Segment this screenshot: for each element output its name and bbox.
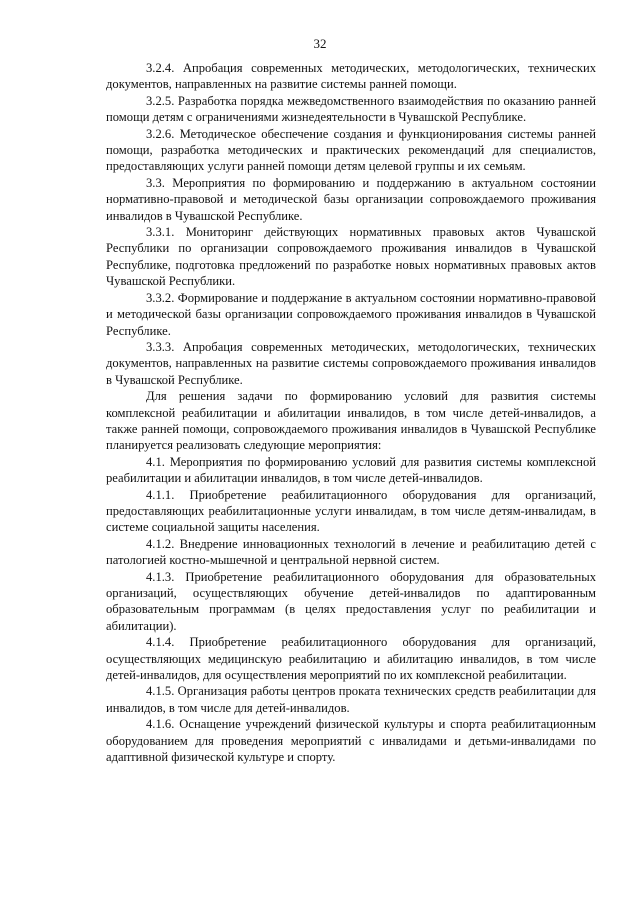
paragraph-4-1: 4.1. Мероприятия по формированию условий для развития системы комплексной реабилитации и абилитации инвалидов, в том числе детей-инвалидов. [106, 454, 596, 486]
paragraph-4-1-2: 4.1.2. Внедрение инновационных технологий в лечение и реабилитацию детей с патологией костно-мышечной и центральной нервной систем. [106, 536, 596, 568]
paragraph-3-3-2: 3.3.2. Формирование и поддержание в актуальном состоянии нормативно-правовой и методической базы организации сопровождаемого проживания инвалидов в Чувашской Республике. [106, 290, 596, 338]
document-body [106, 60, 596, 765]
paragraph-3-3-3: 3.3.3. Апробация современных методических, методологических, технических документов, направленных на развитие системы сопровождаемого проживания инвалидов в Чувашской Республике. [106, 339, 596, 387]
paragraph-3-2-4: 3.2.4. Апробация современных методических, методологических, технических документов, направленных на развитие системы ранней помощи. [106, 61, 596, 92]
paragraph-4-1-3: 4.1.3. Приобретение реабилитационного оборудования для образовательных организаций, осуществляющих обучение детей-инвалидов по адаптированным образовательным программам (в целях предоставления услуг по реабилитации и абилитации). [106, 569, 596, 633]
paragraph-3-3: 3.3. Мероприятия по формированию и поддержанию в актуальном состоянии нормативно-правовой и методической базы организации сопровождаемого проживания инвалидов в Чувашской Республике. [106, 175, 596, 223]
paragraph-4-1-4: 4.1.4. Приобретение реабилитационного оборудования для организаций, осуществляющих медицинскую реабилитацию и абилитацию инвалидов, в том числе детей-инвалидов, для осуществления мероприятий по их комплексной реабилитации. [106, 635, 596, 683]
paragraph-4-1-1: 4.1.1. Приобретение реабилитационного оборудования для организаций, предоставляющих реабилитационные услуги инвалидам, в том числе детям-инвалидам, в системе социальной защиты населения. [106, 487, 596, 535]
paragraph-4-1-6: 4.1.6. Оснащение учреждений физической культуры и спорта реабилитационным оборудованием для проведения мероприятий с инвалидами и детьми-инвалидами по адаптивной физической культуре и спорту. [106, 717, 596, 765]
paragraph-tasks-intro: Для решения задачи по формированию условий для развития системы комплексной реабилитации и абилитации инвалидов, в том числе детей-инвалидов, а также ранней помощи, сопровождаемого проживания инвалидов в Чувашской Республике планируется реализовать следующие мероприятия: [106, 389, 596, 453]
paragraph-4-1-5: 4.1.5. Организация работы центров проката технических средств реабилитации для инвалидов, в том числе для детей-инвалидов. [106, 684, 596, 715]
paragraph-3-3-1: 3.3.1. Мониторинг действующих нормативных правовых актов Чувашской Республики по организации сопровождаемого проживания инвалидов в Чувашской Республике, подготовка предложений по разработке новых нормативных правовых актов Чувашской Республики. [106, 225, 596, 289]
paragraph-3-2-5: 3.2.5. Разработка порядка межведомственного взаимодействия по оказанию ранней помощи детям с ограничениями жизнедеятельности в Чувашской Республике. [106, 93, 596, 125]
page-number: 32 [313, 36, 327, 51]
paragraph-3-2-6: 3.2.6. Методическое обеспечение создания и функционирования системы ранней помощи, разработка методических и практических рекомендаций для специалистов, предоставляющих услуги ранней помощи детям целевой группы и их семьям. [106, 126, 596, 174]
